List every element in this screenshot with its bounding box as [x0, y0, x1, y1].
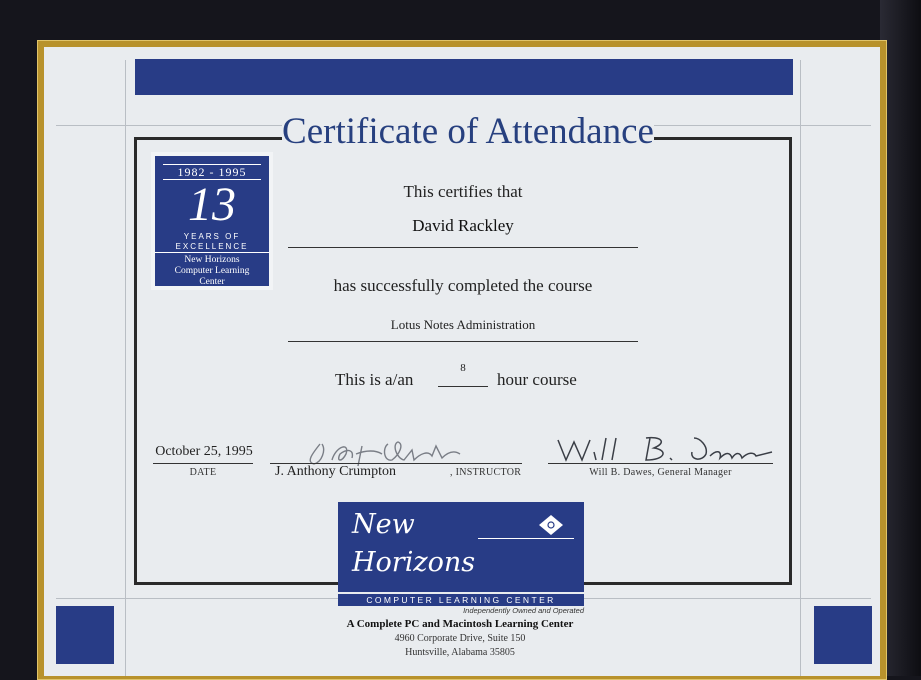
instructor-name: J. Anthony Crumpton	[275, 464, 396, 479]
guide-line	[800, 60, 801, 676]
address-line2: Huntsville, Alabama 35805	[405, 647, 515, 658]
badge-excellence-line2: EXCELLENCE	[155, 242, 269, 253]
course-underline	[288, 341, 638, 342]
certifies-text: This certifies that	[403, 182, 523, 201]
badge-org-line: New Horizons	[184, 255, 240, 265]
hours-prefix: This is a/an	[335, 370, 414, 389]
corner-square-left	[56, 606, 114, 664]
hours-value: 8	[460, 362, 466, 374]
recipient-name: David Rackley	[412, 216, 514, 235]
top-banner-bar	[135, 59, 793, 95]
course-name: Lotus Notes Administration	[390, 317, 536, 332]
new-horizons-logo	[338, 502, 584, 592]
corner-square-right	[814, 606, 872, 664]
instructor-label: , INSTRUCTOR	[450, 467, 522, 478]
hours-suffix: hour course	[497, 370, 577, 389]
manager-underline	[548, 463, 773, 464]
badge-excellence-line1: YEARS OF	[183, 232, 241, 241]
anniversary-badge	[151, 152, 273, 290]
date-value: October 25, 1995	[155, 444, 253, 459]
logo-strip: COMPUTER LEARNING CENTER	[338, 594, 584, 606]
badge-years: 1982 - 1995	[163, 164, 261, 180]
badge-panel	[155, 156, 269, 286]
completed-text: has successfully completed the course	[333, 276, 593, 295]
address-line1: 4960 Corporate Drive, Suite 150	[394, 633, 526, 644]
logo-horizon-line	[478, 538, 574, 539]
recipient-underline	[288, 247, 638, 248]
date-label: DATE	[189, 467, 217, 478]
logo-line2: Horizons	[352, 547, 476, 578]
logo-line1: New	[352, 509, 415, 540]
certificate-title: Certificate of Attendance	[282, 111, 654, 152]
date-underline	[153, 463, 253, 464]
tagline: Independently Owned and Operated	[463, 606, 584, 615]
badge-organization	[159, 255, 265, 288]
footer-headline: A Complete PC and Macintosh Learning Center	[346, 618, 574, 630]
badge-number: 13	[188, 178, 236, 231]
guide-line	[125, 60, 126, 676]
hours-underline	[438, 386, 488, 387]
badge-org-line: Computer Learning	[174, 266, 250, 276]
title-container	[282, 108, 654, 156]
manager-label: Will B. Dawes, General Manager	[589, 467, 732, 478]
disk-icon	[538, 514, 564, 536]
badge-org-line: Center	[199, 277, 225, 287]
